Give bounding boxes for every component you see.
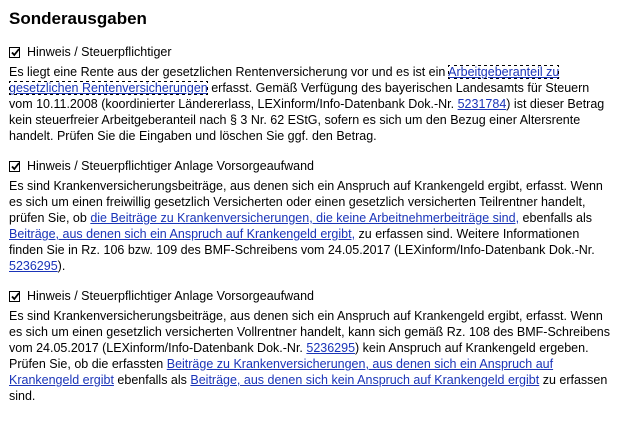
hint-link[interactable]: Beiträge, aus denen sich kein Anspruch auf Krankengeld ergibt [190, 373, 540, 387]
checkbox-checked-icon[interactable] [9, 291, 20, 302]
hint-section-header [9, 287, 612, 305]
hint-text-segment: Es sind Krankenversicherungsbeiträge, aus denen sich ein Anspruch auf Krankengeld ergibt, erfasst. Wenn es sich um einen gesetzlich versicherten Vollrentner handelt, kann sich gemäß Rz. 108 des BMF-Schreibens vom 24.05.2017 (LEXinform/Info-Datenbank Dok.-Nr. [9, 309, 610, 355]
hint-link[interactable]: Beiträge, aus denen sich ein Anspruch auf Krankengeld ergibt, [9, 227, 356, 241]
hint-heading: Hinweis / Steuerpflichtiger [27, 45, 172, 59]
hint-text-segment: Es sind Krankenversicherungsbeiträge, aus denen sich ein Anspruch auf Krankengeld ergibt, erfasst. Wenn es sich um einen freiwillig gesetzlich Versicherten oder einen gesetzlich versicherten Teilrentner handelt, prüfen Sie, ob [9, 179, 603, 225]
hint-link[interactable]: 5236295 [9, 259, 58, 273]
hint-text-segment: Es liegt eine Rente aus der gesetzlichen Rentenversicherung vor und es ist ein [9, 65, 449, 79]
hint-text-segment: ) ist dieser Betrag kein steuerfreier Arbeitgeberanteil nach § 3 Nr. 62 EStG, sofern es sich um den Bezug einer Altersrente handelt. Prüfen Sie die Eingaben und löschen Sie ggf. den Betrag. [9, 97, 605, 143]
hint-section-header [9, 157, 612, 175]
hint-section-header [9, 43, 612, 61]
hint-link[interactable]: die Beiträge zu Krankenversicherungen, die keine Arbeitnehmerbeiträge sind, [90, 211, 520, 225]
hint-text-segment: erfasst. Gemäß Verfügung des bayerischen Landesamts für Steuern vom 10.11.2008 (koordinierter Ländererlass, LEXinform/Info-Datenbank Dok.-Nr. [9, 81, 590, 111]
hint-text-segment: ebenfalls als [113, 373, 191, 387]
hint-text-segment: ) kein Anspruch auf Krankengeld ergeben. Prüfen Sie, ob die erfassten [9, 341, 589, 371]
hint-text [9, 64, 612, 144]
hint-text [9, 178, 612, 274]
hint-section [9, 157, 612, 274]
checkbox-checked-icon[interactable] [9, 161, 20, 172]
checkbox-checked-icon[interactable] [9, 47, 20, 58]
hint-link[interactable]: 5231784 [457, 97, 507, 111]
hint-text-segment: zu erfassen sind. Weitere Informationen finden Sie in Rz. 106 bzw. 109 des BMF-Schreibens vom 24.05.2017 (LEXinform/Info-Datenbank Dok.-Nr. [9, 227, 595, 257]
hint-section [9, 287, 612, 404]
hint-text-segment: ebenfalls als [519, 211, 593, 225]
hint-list [9, 43, 612, 404]
hint-text-segment: zu erfassen sind. [9, 373, 608, 403]
hint-link[interactable]: Beiträge zu Krankenversicherungen, aus denen sich ein Anspruch auf Krankengeld ergibt [9, 357, 554, 387]
hint-link[interactable]: Arbeitgeberanteil zu gesetzlichen Rentenversicherungen [9, 65, 560, 95]
hint-heading: Hinweis / Steuerpflichtiger Anlage Vorsorgeaufwand [27, 289, 314, 303]
hint-text-segment: ). [57, 259, 66, 273]
hint-link[interactable]: 5236295 [306, 341, 356, 355]
hint-text [9, 308, 612, 404]
hint-heading: Hinweis / Steuerpflichtiger Anlage Vorsorgeaufwand [27, 159, 314, 173]
hint-section [9, 43, 612, 144]
page-title: Sonderausgaben [9, 9, 147, 28]
